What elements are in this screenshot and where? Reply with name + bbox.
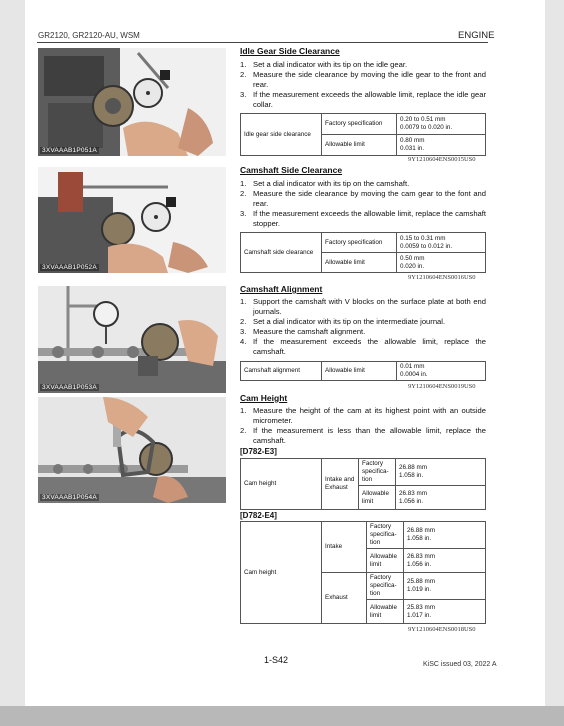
allow-value: 0.01 mm 0.0004 in. <box>397 362 486 381</box>
spec-item: Cam height <box>241 522 322 624</box>
factory-value: 26.88 mm 1.058 in. <box>396 459 486 486</box>
allow-label: Allowable limit <box>367 549 404 573</box>
photo-camshaft-alignment <box>38 286 226 393</box>
bottom-strip <box>0 706 564 726</box>
reference-code: 9Y1210604ENS0018US0 <box>408 626 476 633</box>
spec-table-cam-height-e4 <box>240 521 486 624</box>
allow-value: 0.80 mm 0.031 in. <box>397 135 486 156</box>
header-rule <box>37 42 488 43</box>
photo-cam-height <box>38 397 226 503</box>
model-label-e3: [D782-E3] <box>240 447 277 456</box>
spec-table-cam-height-e3 <box>240 458 486 510</box>
header-section: ENGINE <box>458 30 495 41</box>
factory-label: Factory specifica-tion <box>367 522 404 549</box>
photo-caption: 3XVAAAB1P054A <box>42 494 97 501</box>
allow-label: Allowable limit <box>322 253 397 273</box>
section-title-cam-height: Cam Height <box>240 393 288 403</box>
factory-label: Factory specifica-tion <box>367 573 404 600</box>
allow-label: Allowable limit <box>359 486 396 510</box>
factory-value: 0.15 to 0.31 mm 0.0059 to 0.012 in. <box>397 233 486 253</box>
header-model: GR2120, GR2120-AU, WSM <box>38 31 140 40</box>
exhaust-label: Exhaust <box>322 573 367 624</box>
steps-cam-height: 1. Measure the height of the cam at its highest point with an outside micrometer. 2. If the measurement is less than the allowable limit, replace the camshaft. <box>240 406 486 445</box>
intake-label: Intake <box>322 522 367 573</box>
spec-item: Camshaft alignment <box>241 362 322 381</box>
factory-value: 0.20 to 0.51 mm 0.0079 to 0.020 in. <box>397 114 486 135</box>
photo-idle-gear <box>38 48 226 156</box>
factory-value: 26.88 mm 1.058 in. <box>404 522 486 549</box>
photo-caption: 3XVAAAB1P053A <box>42 384 97 391</box>
allow-value: 25.83 mm 1.017 in. <box>404 600 486 624</box>
issue-info: KiSC issued 03, 2022 A <box>423 661 497 668</box>
spec-item: Camshaft side clearance <box>241 233 322 273</box>
factory-value: 25.88 mm 1.019 in. <box>404 573 486 600</box>
spec-table-camshaft-side <box>240 232 486 273</box>
steps-camshaft-alignment: 1. Support the camshaft with V blocks on the surface plate at both end journals. 2. Set a dial indicator with its tip on the intermediate journal. 3. Measure the camshaft alignment. 4. If the measurement exceeds the allowable limit, replace the camshaft. <box>240 297 486 356</box>
allow-value: 26.83 mm 1.056 in. <box>404 549 486 573</box>
factory-label: Factory specifica-tion <box>359 459 396 486</box>
reference-code: 9Y1210604ENS0016US0 <box>408 274 476 281</box>
steps-camshaft-side: 1. Set a dial indicator with its tip on the camshaft. 2. Measure the side clearance by moving the cam gear to the font and rear. 3. If the measurement exceeds the allowable limit, replace the camshaft stopper. <box>240 179 486 228</box>
section-title-camshaft-side: Camshaft Side Clearance <box>240 165 343 175</box>
photo-caption: 3XVAAAB1P051A <box>42 147 97 154</box>
steps-idle-gear: 1. Set a dial indicator with its tip on the idle gear. 2. Measure the side clearance by moving the idle gear to the front and rear. 3. If the measurement exceeds the allowable limit, replace the idle gear collar. <box>240 60 486 109</box>
photo-caption: 3XVAAAB1P052A <box>42 264 97 271</box>
spec-table-camshaft-alignment <box>240 361 486 381</box>
factory-label: Factory specification <box>322 114 397 135</box>
reference-code: 9Y1210604ENS0015US0 <box>408 156 476 163</box>
section-title-camshaft-alignment: Camshaft Alignment <box>240 284 323 294</box>
page-number: 1-S42 <box>264 655 289 665</box>
section-title-idle-gear: Idle Gear Side Clearance <box>240 46 340 56</box>
factory-label: Factory specification <box>322 233 397 253</box>
allow-label: Allowable limit <box>367 600 404 624</box>
allow-value: 0.50 mm 0.020 in. <box>397 253 486 273</box>
photo-camshaft-side <box>38 167 226 273</box>
model-label-e4: [D782-E4] <box>240 511 277 520</box>
spec-table-idle-gear <box>240 113 486 156</box>
spec-item: Idle gear side clearance <box>241 114 322 156</box>
allow-label: Allowable limit <box>322 362 397 381</box>
spec-item: Cam height <box>241 459 322 510</box>
allow-label: Allowable limit <box>322 135 397 156</box>
reference-code: 9Y1210604ENS0019US0 <box>408 383 476 390</box>
allow-value: 26.83 mm 1.056 in. <box>396 486 486 510</box>
valve-type: Intake and Exhaust <box>322 459 359 510</box>
